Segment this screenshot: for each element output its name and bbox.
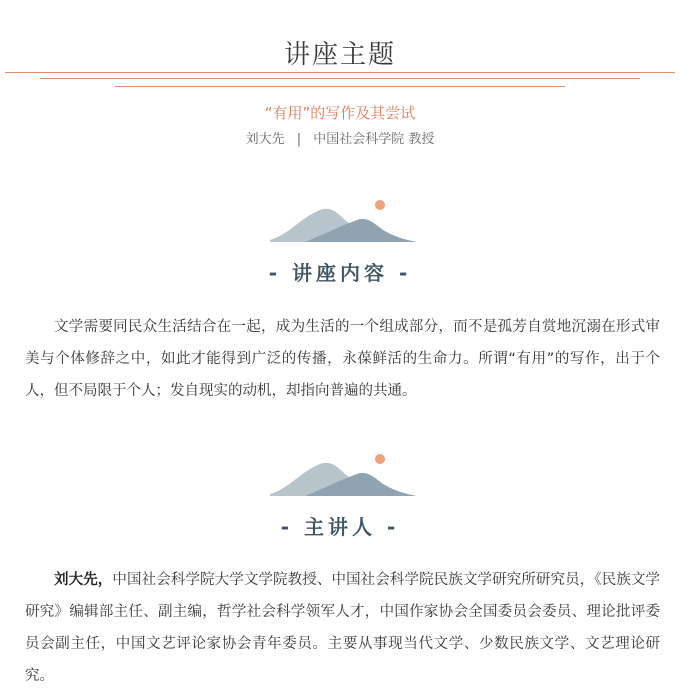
mountain-sun-icon: [265, 196, 420, 244]
title-rule-top: [5, 72, 675, 73]
speaker-bio-name: 刘大先，: [54, 572, 113, 588]
lecture-author-line: [0, 128, 680, 147]
speaker-name: 刘大先: [245, 132, 285, 147]
speaker-bio-paragraph: [25, 564, 660, 692]
speaker-affiliation: 中国社会科学院 教授: [313, 132, 435, 147]
mountain-sun-icon: [265, 450, 420, 498]
section-heading-content: - 讲座内容 -: [268, 261, 412, 285]
author-separator: |: [296, 132, 302, 147]
speaker-bio-text: 中国社会科学院大学文学院教授、中国社会科学院民族文学研究所研究员，《民族文学研究》编辑部主任、副主编，哲学社会科学领军人才，中国作家协会全国委员会委员、理论批评委员会副主任，中国文艺评论家协会青年委员。主要从事现当代文学、少数民族文学、文艺理论研究。: [25, 572, 661, 684]
lecture-topic: “有用”的写作及其尝试: [264, 104, 416, 122]
title-rule-middle: [40, 78, 640, 79]
page-title: 讲座主题: [283, 40, 396, 70]
title-rule-bottom: [115, 86, 565, 87]
lecture-content-paragraph: 文学需要同民众生活结合在一起，成为生活的一个组成部分，而不是孤芳自赏地沉溺在形式审美与个体修辞之中，如此才能得到广泛的传播，永葆鲜活的生命力。所谓“有用”的写作，出于个人，但不局限于个人；发自现实的动机，却指向普遍的共通。: [25, 319, 660, 399]
section-heading-speaker: - 主讲人 -: [280, 515, 400, 539]
